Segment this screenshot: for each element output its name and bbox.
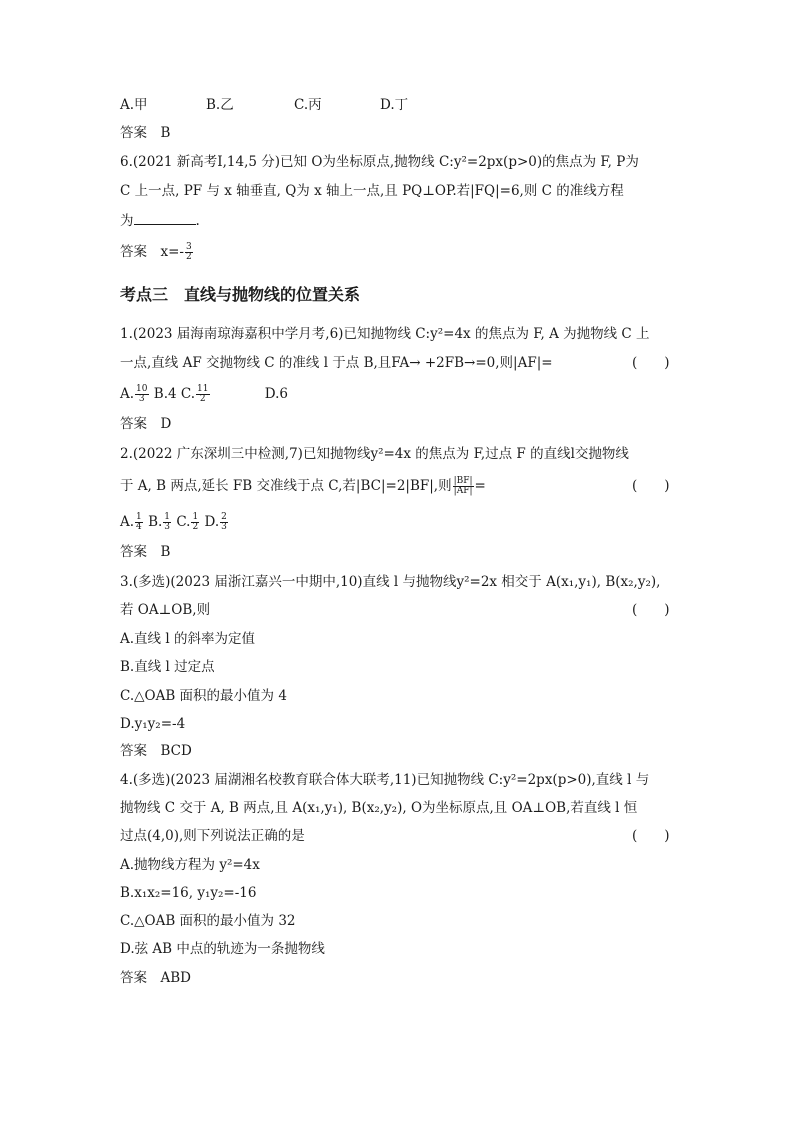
q2-option-b-fraction: [163, 513, 171, 532]
q3-line-1: 3.(多选)(2023 届浙江嘉兴一中期中,10)直线 l 与抛物线y²=2x 相交于 A(x₁,y₁), B(x₂,y₂),: [120, 574, 661, 590]
q2-option-a: [120, 514, 144, 530]
q6-answer-num: 3: [186, 242, 192, 252]
q2-option-b-prefix: B.: [148, 514, 163, 530]
q1-option-a: [120, 386, 150, 402]
q1-option-a-prefix: A.: [120, 386, 135, 402]
q5-options: [120, 95, 408, 115]
q2-option-d: [205, 514, 229, 530]
q2-option-c-num: 1: [192, 512, 199, 522]
q5-option-d: D.丁: [380, 97, 409, 113]
q1-option-a-den: 3: [138, 394, 145, 404]
q1-line-2: 一点,直线 AF 交抛物线 C 的准线 l 于点 B,且FA→ +2FB→=0,则|AF|=: [120, 355, 553, 371]
q6-line-3-prefix: 为: [120, 213, 134, 229]
q2-ratio-num: |BF|: [453, 476, 473, 486]
q6-line-1: 6.(2021 新高考Ⅰ,14,5 分)已知 O为坐标原点,抛物线 C:y²=2px(p>0)的焦点为 F, P为: [120, 154, 639, 170]
q6-line-3-suffix: .: [195, 213, 200, 229]
q2-option-a-prefix: A.: [120, 514, 135, 530]
q5-option-c: C.丙: [294, 97, 322, 113]
q4-option-a: A.抛物线方程为 y²=4x: [120, 857, 260, 873]
q6-line-2: C 上一点, PF 与 x 轴垂直, Q为 x 轴上一点,且 PQ⊥OP.若|FQ|=6,则 C 的准线方程: [120, 183, 624, 199]
q2-option-c-fraction: [191, 513, 199, 532]
q3-option-a: A.直线 l 的斜率为定值: [120, 631, 255, 647]
q2-answer: 答案 B: [120, 544, 171, 560]
q6-line-3: [120, 210, 200, 231]
q1-option-c-num: 11: [197, 384, 209, 394]
q1-option-c: [181, 386, 211, 402]
q2-line-2-suffix: =: [474, 478, 486, 494]
q6-answer-den: 2: [186, 252, 192, 262]
q5-option-b: B.乙: [206, 97, 234, 113]
q6-answer: [120, 242, 194, 262]
q1-option-b: B.4: [153, 386, 177, 402]
q3-option-d: D.y₁y₂=-4: [120, 716, 186, 732]
q6-answer-prefix: 答案 x=-: [120, 244, 184, 260]
q2-option-c-den: 2: [192, 522, 199, 532]
q1-answer-paren: ( ): [632, 355, 670, 371]
q6-answer-fraction: [185, 243, 193, 262]
q4-answer: 答案 ABD: [120, 970, 191, 986]
q2-option-a-den: 4: [136, 522, 142, 532]
q1-options: [120, 384, 288, 404]
q4-line-2: 抛物线 C 交于 A, B 两点,且 A(x₁,y₁), B(x₂,y₂), O为坐标原点,且 OA⊥OB,若直线 l 恒: [120, 800, 638, 816]
q6-answer-blank: [134, 210, 196, 225]
q2-option-d-den: 3: [221, 522, 227, 532]
q2-option-c: [176, 514, 200, 530]
q2-option-b-den: 3: [164, 522, 171, 532]
q2-option-d-num: 2: [221, 512, 227, 522]
q2-option-a-fraction: [135, 513, 143, 532]
section-heading: 考点三 直线与抛物线的位置关系: [120, 285, 361, 304]
q2-line-1: 2.(2022 广东深圳三中检测,7)已知抛物线y²=4x 的焦点为 F,过点 F 的直线l交抛物线: [120, 446, 629, 462]
q1-option-d: D.6: [264, 386, 289, 402]
q3-answer-paren: ( ): [632, 602, 670, 618]
q2-answer-paren: ( ): [632, 478, 670, 494]
q4-line-1: 4.(多选)(2023 届湖湘名校教育联合体大联考,11)已知抛物线 C:y²=2px(p>0),直线 l 与: [120, 772, 650, 788]
q4-line-3: 过点(4,0),则下列说法正确的是: [120, 828, 305, 844]
q5-option-a: A.甲: [120, 97, 148, 113]
q1-option-c-prefix: C.: [180, 386, 196, 402]
q3-line-2: 若 OA⊥OB,则: [120, 602, 211, 618]
q3-option-c: C.△OAB 面积的最小值为 4: [120, 688, 287, 704]
q2-option-d-fraction: [220, 513, 228, 532]
q1-answer: 答案 D: [120, 416, 172, 432]
q4-option-b: B.x₁x₂=16, y₁y₂=-16: [120, 885, 257, 901]
q1-option-c-den: 2: [199, 394, 206, 404]
q4-answer-paren: ( ): [632, 828, 670, 844]
q4-option-d: D.弦 AB 中点的轨迹为一条抛物线: [120, 941, 325, 957]
q1-option-c-fraction: [196, 385, 209, 404]
q5-answer: 答案 B: [120, 125, 171, 141]
q1-option-a-fraction: [135, 385, 148, 404]
q3-option-b: B.直线 l 过定点: [120, 659, 215, 675]
q2-line-2: [120, 476, 486, 496]
q2-option-d-prefix: D.: [204, 514, 220, 530]
q1-line-1: 1.(2023 届海南琼海嘉积中学月考,6)已知抛物线 C:y²=4x 的焦点为 F, A 为抛物线 C 上: [120, 326, 650, 342]
q2-option-b: [148, 514, 172, 530]
q2-option-c-prefix: C.: [176, 514, 191, 530]
q2-option-b-num: 1: [164, 512, 171, 522]
q2-ratio-den: |AF|: [453, 486, 473, 496]
q4-option-c: C.△OAB 面积的最小值为 32: [120, 913, 296, 929]
q2-option-a-num: 1: [136, 512, 142, 522]
q2-options: [120, 512, 229, 532]
q2-ratio-fraction: [453, 477, 474, 496]
q3-answer: 答案 BCD: [120, 743, 192, 759]
q2-line-2-prefix: 于 A, B 两点,延长 FB 交准线于点 C,若|BC|=2|BF|,则: [120, 478, 452, 494]
q1-option-a-num: 10: [136, 384, 148, 394]
